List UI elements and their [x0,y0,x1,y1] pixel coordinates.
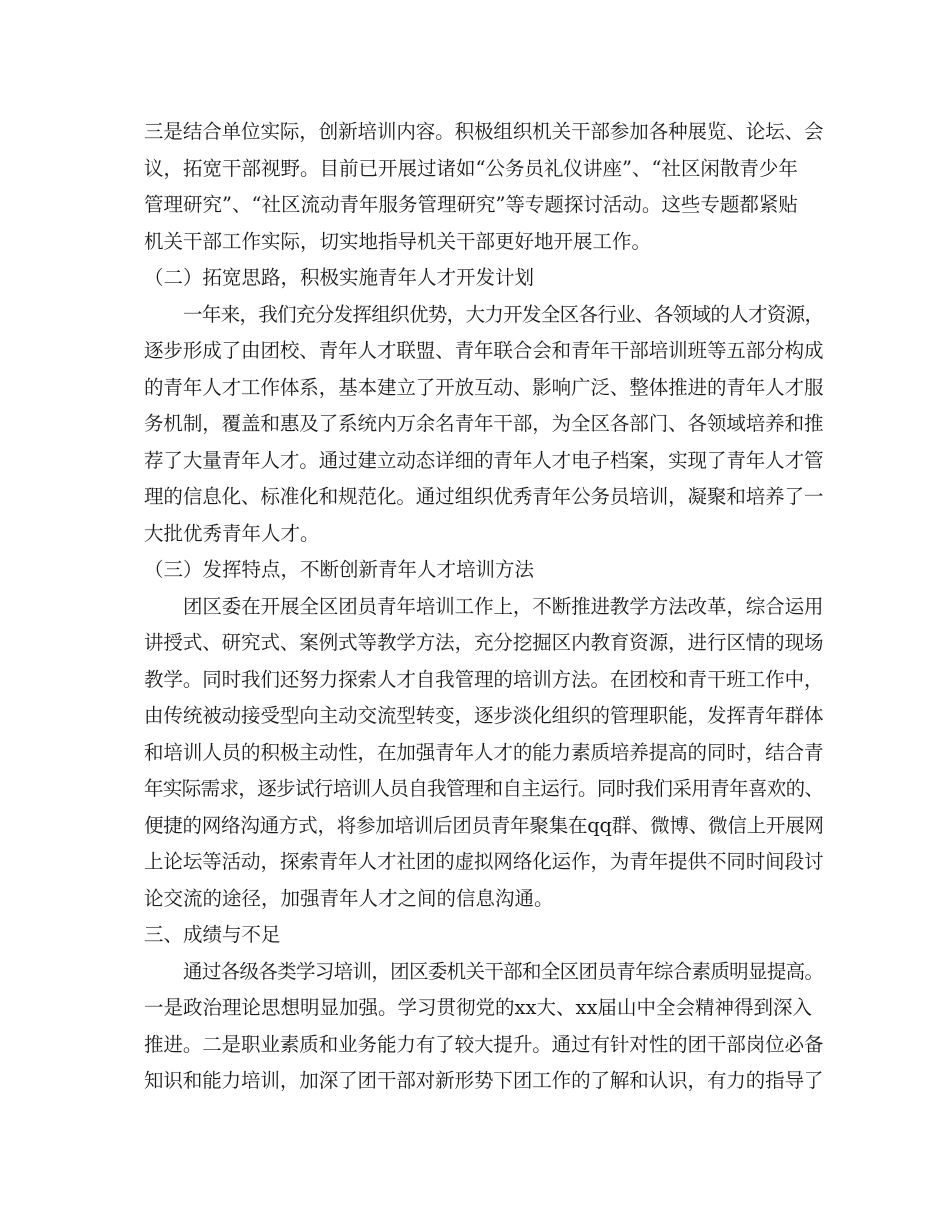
text-line: 上论坛等活动，探索青年人才社团的虚拟网络化运作，为青年提供不同时间段讨 [144,850,824,873]
section-heading: 三、成绩与不足 [144,923,281,946]
text-line: 年实际需求，逐步试行培训人员自我管理和自主运行。同时我们采用青年喜欢的、 [144,777,824,800]
text-line: 荐了大量青年人才。通过建立动态详细的青年人才电子档案，实现了青年人才管 [144,448,824,472]
text-line: 理的信息化、标准化和规范化。通过组织优秀青年公务员培训，凝聚和培养了一 [144,485,824,508]
paragraph [144,114,824,260]
text-line: 三是结合单位实际，创新培训内容。积极组织机关干部参加各种展览、论坛、会 [144,120,824,143]
text-line: 论交流的途径，加强青年人才之间的信息沟通。 [144,886,554,910]
text-line: 知识和能力培训，加深了团干部对新形势下团工作的了解和认识，有力的指导了 [144,1069,824,1092]
text-line: 和培训人员的积极主动性，在加强青年人才的能力素质培养提高的同时，结合青 [144,740,824,764]
text-line: 通过各级各类学习培训，团区委机关干部和全区团员青年综合素质明显提高。 [183,959,824,983]
text-line: 推进。二是职业素质和业务能力有了较大提升。通过有针对性的团干部岗位必备 [144,1032,824,1056]
paragraph [144,954,824,1100]
text-line: 讲授式、研究式、案例式等教学方法，充分挖掘区内教育资源，进行区情的现场 [144,631,824,654]
document-body [144,114,824,1100]
text-line: 由传统被动接受型向主动交流型转变，逐步淡化组织的管理职能，发挥青年群体 [144,704,824,727]
text-line: 一是政治理论思想明显加强。学习贯彻党的xx大、xx届山中全会精神得到深入 [144,996,812,1019]
text-line: 教学。同时我们还努力探索人才自我管理的培训方法。在团校和青干班工作中， [144,667,824,691]
paragraph [144,589,824,918]
paragraph [144,297,824,553]
text-line: 务机制，覆盖和惠及了系统内万余名青年干部，为全区各部门、各领域培养和推 [144,412,824,435]
text-line: 的青年人才工作体系，基本建立了开放互动、影响广泛、整体推进的青年人才服 [144,375,824,399]
text-line: 机关干部工作实际，切实地指导机关干部更好地开展工作。 [144,229,652,253]
text-line: 议，拓宽干部视野。目前已开展过诸如“公务员礼仪讲座”、“社区闲散青少年 [144,156,798,180]
section-heading: （三）发挥特点，不断创新青年人才培训方法 [144,558,535,581]
text-line: 一年来，我们充分发挥组织优势，大力开发全区各行业、各领域的人才资源， [183,302,824,326]
text-line: 大批优秀青年人才。 [144,521,320,545]
text-line: 团区委在开展全区团员青年培训工作上，不断推进教学方法改革，综合运用 [183,594,824,618]
text-line: 管理研究”、“社区流动青年服务管理研究”等专题探讨活动。这些专题都紧贴 [144,193,798,216]
section-heading: （二）拓宽思路，积极实施青年人才开发计划 [144,266,535,289]
text-line: 逐步形成了由团校、青年人才联盟、青年联合会和青年干部培训班等五部分构成 [144,339,824,362]
text-line: 便捷的网络沟通方式，将参加培训后团员青年聚集在qq群、微博、微信上开展网 [144,813,824,837]
